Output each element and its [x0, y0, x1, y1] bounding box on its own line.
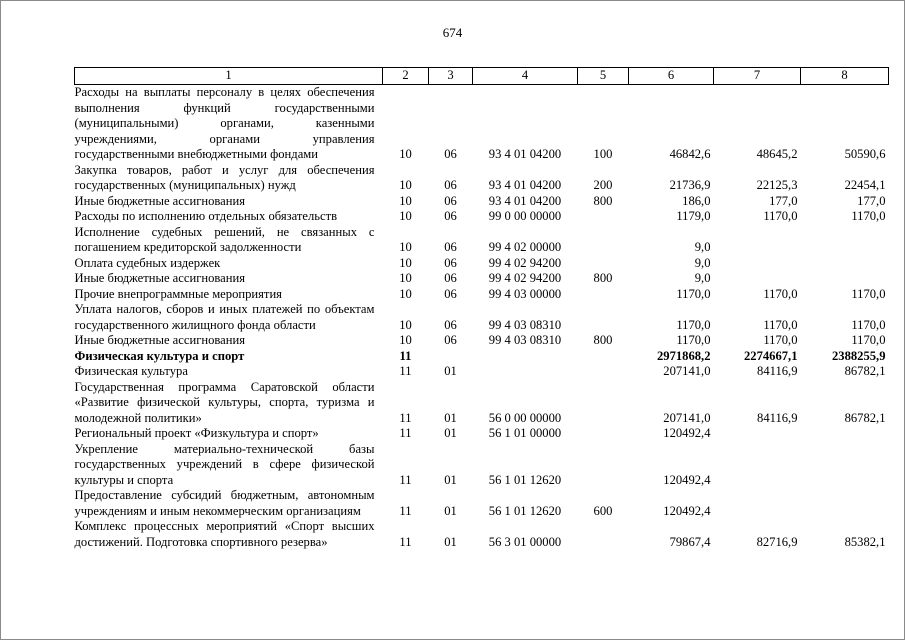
value-cell: [578, 302, 629, 333]
value-cell: 1170,0: [763, 286, 798, 301]
value-cell: [714, 442, 801, 489]
value-cell: [578, 287, 629, 303]
value-cell: 99 4 02 00000: [488, 240, 562, 254]
value-cell: 56 0 00 00000: [488, 410, 562, 425]
value-cell: 207141,0: [663, 410, 711, 425]
expense-name-cell: Прочие внепрограммные мероприятия: [74, 286, 282, 301]
value-cell: 100: [593, 147, 613, 161]
value-cell: [578, 380, 629, 427]
value-cell: 01: [444, 426, 457, 440]
value-cell: 99 4 02 94200: [488, 255, 562, 270]
table-row: [75, 287, 889, 303]
value-cell: 10: [399, 178, 412, 192]
budget-table: [74, 67, 889, 550]
value-cell: 99 0 00 00000: [488, 209, 562, 223]
value-cell: [801, 488, 889, 519]
expense-name-cell: Иные бюджетные ассигнования: [74, 193, 246, 208]
expense-name-cell: Исполнение судебных решений, не связанных с погашением кредиторской задолженности: [74, 224, 375, 254]
value-cell: 11: [399, 472, 412, 487]
value-cell: [714, 488, 801, 519]
table-row: [75, 333, 889, 349]
value-cell: 9,0: [694, 271, 711, 285]
value-cell: 93 4 01 04200: [488, 178, 562, 192]
value-cell: 11: [399, 426, 412, 440]
table-body: [75, 85, 889, 551]
value-cell: [578, 364, 629, 380]
column-header-7: 7: [714, 68, 801, 85]
expense-name-cell: Оплата судебных издержек: [74, 255, 221, 270]
value-cell: [714, 271, 801, 287]
value-cell: 01: [444, 534, 457, 549]
value-cell: [714, 256, 801, 272]
value-cell: 06: [444, 271, 457, 285]
value-cell: [473, 364, 578, 380]
value-cell: 21736,9: [669, 178, 711, 192]
value-cell: [714, 225, 801, 256]
value-cell: [714, 426, 801, 442]
value-cell: [578, 225, 629, 256]
value-cell: 56 1 01 12620: [488, 472, 562, 487]
value-cell: [578, 209, 629, 225]
table-row: [75, 442, 889, 489]
value-cell: [801, 271, 889, 287]
value-cell: [578, 256, 629, 272]
value-cell: 56 1 01 00000: [488, 426, 562, 440]
value-cell: 84116,9: [757, 364, 798, 378]
value-cell: 01: [444, 503, 457, 518]
value-cell: 01: [444, 364, 457, 378]
value-cell: [578, 349, 629, 365]
table-row: [75, 519, 889, 550]
value-cell: 99 4 03 08310: [488, 333, 562, 347]
value-cell: 85382,1: [844, 534, 886, 549]
value-cell: 200: [593, 178, 613, 192]
column-header-6: 6: [629, 68, 714, 85]
expense-name-cell: Региональный проект «Физкультура и спорт»: [74, 426, 319, 440]
value-cell: 06: [444, 209, 457, 223]
value-cell: 06: [444, 317, 457, 332]
value-cell: 9,0: [694, 255, 711, 270]
table-row: [75, 302, 889, 333]
value-cell: 10: [399, 147, 412, 161]
value-cell: 207141,0: [663, 364, 711, 378]
value-cell: 600: [593, 503, 613, 518]
value-cell: 1170,0: [676, 317, 711, 332]
value-cell: 01: [444, 410, 457, 425]
column-header-4: 4: [473, 68, 578, 85]
value-cell: 800: [593, 271, 613, 285]
table-row: [75, 488, 889, 519]
value-cell: 06: [444, 147, 457, 161]
value-cell: 1170,0: [676, 333, 711, 347]
expense-name-cell: Физическая культура и спорт: [74, 348, 245, 363]
value-cell: 86782,1: [844, 410, 886, 425]
value-cell: 1170,0: [763, 317, 798, 332]
value-cell: 1170,0: [851, 317, 886, 332]
value-cell: 800: [593, 333, 613, 347]
expense-name-cell: Иные бюджетные ассигнования: [74, 333, 246, 347]
value-cell: 22454,1: [844, 178, 886, 192]
value-cell: 06: [444, 286, 457, 301]
value-cell: 1179,0: [676, 209, 711, 223]
table-header-row: [75, 68, 889, 85]
expense-name-cell: Закупка товаров, работ и услуг для обеспечения государственных (муниципальных) нужд: [74, 162, 375, 192]
value-cell: 06: [444, 255, 457, 270]
value-cell: 11: [399, 534, 412, 549]
value-cell: 11: [399, 503, 412, 518]
value-cell: 79867,4: [669, 534, 711, 549]
value-cell: 177,0: [857, 193, 886, 208]
value-cell: 56 3 01 00000: [488, 534, 562, 549]
value-cell: 11: [399, 364, 412, 378]
value-cell: 1170,0: [851, 286, 886, 301]
table-row: [75, 426, 889, 442]
value-cell: 1170,0: [851, 333, 886, 347]
table-row: [75, 163, 889, 194]
value-cell: 56 1 01 12620: [488, 503, 562, 518]
value-cell: 2388255,9: [831, 348, 886, 363]
expense-name-cell: Комплекс процессных мероприятий «Спорт высших достижений. Подготовка спортивного резерва»: [74, 519, 375, 549]
expense-name-cell: Государственная программа Саратовской области «Развитие физической культуры, спорта, туризма и молодежной политики»: [74, 379, 375, 425]
value-cell: 93 4 01 04200: [488, 193, 562, 208]
value-cell: 9,0: [694, 240, 711, 254]
value-cell: 177,0: [769, 193, 798, 208]
value-cell: 10: [399, 317, 412, 332]
table-row: [75, 225, 889, 256]
column-header-5: 5: [578, 68, 629, 85]
value-cell: [429, 349, 473, 365]
value-cell: 01: [444, 472, 457, 487]
value-cell: 22125,3: [756, 178, 798, 192]
table-row: [75, 209, 889, 225]
value-cell: 46842,6: [669, 147, 711, 161]
value-cell: 10: [399, 286, 412, 301]
page-number: 674: [442, 25, 463, 40]
value-cell: 1170,0: [851, 209, 886, 223]
value-cell: 06: [444, 240, 457, 254]
column-header-1: 1: [75, 68, 383, 85]
table-row: [75, 256, 889, 272]
value-cell: 10: [399, 271, 412, 285]
value-cell: 186,0: [682, 193, 711, 208]
value-cell: 06: [444, 178, 457, 192]
value-cell: 99 4 03 00000: [488, 286, 562, 301]
value-cell: [801, 225, 889, 256]
value-cell: 10: [399, 255, 412, 270]
value-cell: 120492,4: [663, 426, 711, 440]
value-cell: [578, 442, 629, 489]
value-cell: 800: [593, 193, 613, 208]
table-row: [75, 194, 889, 210]
expense-name-cell: Расходы по исполнению отдельных обязательств: [74, 209, 338, 223]
value-cell: [473, 349, 578, 365]
value-cell: 99 4 03 08310: [488, 317, 562, 332]
expense-name-cell: Расходы на выплаты персоналу в целях обеспечения выполнения функций государственными (муниципальными) органами, казенными учреждениями, органами управления государственными внебюджетными фондами: [74, 85, 375, 161]
value-cell: 84116,9: [757, 410, 798, 425]
table-row: [75, 271, 889, 287]
value-cell: 99 4 02 94200: [488, 271, 562, 285]
column-header-3: 3: [429, 68, 473, 85]
value-cell: [578, 426, 629, 442]
expense-name-cell: Предоставление субсидий бюджетным, автономным учреждениям и иным некоммерческим организациям: [74, 488, 375, 518]
value-cell: 06: [444, 193, 457, 208]
expense-name-cell: Иные бюджетные ассигнования: [74, 271, 246, 285]
expense-name-cell: Физическая культура: [74, 364, 188, 378]
expense-name-cell: Уплата налогов, сборов и иных платежей по объектам государственного жилищного фонда области: [74, 302, 375, 332]
value-cell: [801, 426, 889, 442]
table-row: [75, 349, 889, 365]
column-header-8: 8: [801, 68, 889, 85]
value-cell: 82716,9: [756, 534, 798, 549]
value-cell: 11: [399, 348, 412, 363]
table-row: [75, 364, 889, 380]
value-cell: [801, 256, 889, 272]
value-cell: [578, 519, 629, 550]
expense-name-cell: Укрепление материально-технической базы государственных учреждений в сфере физической культуры и спорта: [74, 441, 375, 487]
column-header-2: 2: [383, 68, 429, 85]
value-cell: 120492,4: [663, 503, 711, 518]
value-cell: 10: [399, 333, 412, 347]
table-row: [75, 85, 889, 163]
value-cell: 48645,2: [756, 147, 798, 161]
value-cell: 2274667,1: [743, 348, 798, 363]
value-cell: 1170,0: [763, 209, 798, 223]
value-cell: 10: [399, 240, 412, 254]
value-cell: 1170,0: [763, 333, 798, 347]
value-cell: 93 4 01 04200: [488, 147, 562, 161]
value-cell: 10: [399, 209, 412, 223]
value-cell: [801, 442, 889, 489]
value-cell: 2971868,2: [656, 348, 711, 363]
value-cell: 120492,4: [663, 472, 711, 487]
value-cell: 86782,1: [844, 364, 886, 378]
table-row: [75, 380, 889, 427]
value-cell: 50590,6: [844, 147, 886, 161]
value-cell: 10: [399, 193, 412, 208]
value-cell: 11: [399, 410, 412, 425]
value-cell: 06: [444, 333, 457, 347]
value-cell: 1170,0: [676, 286, 711, 301]
